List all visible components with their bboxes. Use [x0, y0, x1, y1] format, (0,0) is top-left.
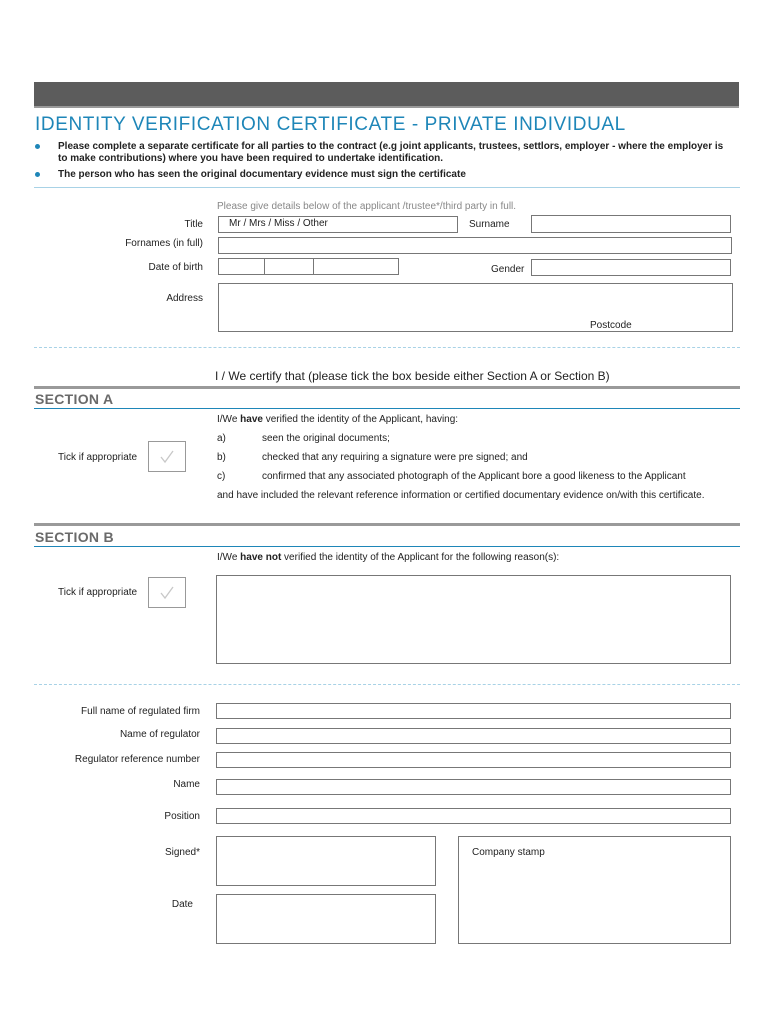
- header-bar: [34, 82, 739, 106]
- divider: [34, 187, 740, 188]
- section-a-heading: SECTION A: [35, 391, 114, 407]
- bullet-2-text: The person who has seen the original documentary evidence must sign the certificate: [58, 169, 466, 180]
- bullet-1-line-1: Please complete a separate certificate for all parties to the contract (e.g joint applicants, trustees, settlors, employer - where the employer is: [58, 141, 724, 152]
- bullet-dot-icon: [35, 172, 40, 177]
- bullet-dot-icon: [35, 144, 40, 149]
- section-b-intro: [217, 552, 559, 563]
- forenames-label: Fornames (in full): [125, 238, 203, 249]
- forenames-field[interactable]: [218, 237, 732, 254]
- section-a-intro-prefix: I/We: [217, 414, 241, 425]
- section-b-intro-bold: have not: [240, 552, 282, 563]
- dob-year-field[interactable]: [313, 258, 399, 275]
- postcode-label: Postcode: [590, 320, 632, 331]
- dob-day-field[interactable]: [218, 258, 265, 275]
- name-label: Name: [173, 779, 200, 790]
- name-field[interactable]: [216, 779, 731, 795]
- address-label: Address: [166, 293, 203, 304]
- certify-statement: I / We certify that (please tick the box beside either Section A or Section B): [215, 369, 610, 383]
- divider: [34, 347, 740, 348]
- section-a-item-text: seen the original documents;: [262, 433, 390, 444]
- company-stamp-label: Company stamp: [472, 847, 545, 858]
- address-field[interactable]: [218, 283, 733, 332]
- section-b-reasons-field[interactable]: [216, 575, 731, 664]
- section-a-intro: [217, 414, 458, 425]
- gender-field[interactable]: [531, 259, 731, 276]
- section-a-checkbox[interactable]: [148, 441, 186, 472]
- section-a-intro-suffix: verified the identity of the Applicant, having:: [262, 414, 459, 425]
- section-b-checkbox[interactable]: [148, 577, 186, 608]
- regulator-label: Name of regulator: [119, 729, 200, 740]
- firm-name-field[interactable]: [216, 703, 731, 719]
- section-a-item-letter: c): [217, 471, 226, 482]
- signed-label: Signed*: [164, 847, 200, 858]
- title-field[interactable]: Mr / Mrs / Miss / Other: [218, 216, 458, 233]
- title-label: Title: [184, 219, 203, 230]
- bullet-1: [35, 141, 735, 165]
- section-b-intro-suffix: verified the identity of the Applicant for the following reason(s):: [281, 552, 560, 563]
- section-a-closing: and have included the relevant reference information or certified documentary evidence on/with this certificate.: [217, 490, 705, 501]
- section-a-intro-bold: have: [240, 414, 263, 425]
- section-a-underline: [34, 408, 740, 409]
- position-label: Position: [164, 811, 200, 822]
- checkmark-icon: [158, 584, 176, 602]
- section-a-item-letter: a): [217, 433, 226, 444]
- reg-ref-label: Regulator reference number: [74, 754, 200, 765]
- date-field[interactable]: [216, 894, 436, 944]
- section-a-item-text: confirmed that any associated photograph of the Applicant bore a good likeness to the Applicant: [262, 471, 686, 482]
- date-label: Date: [171, 899, 193, 910]
- section-a-rule: [34, 386, 740, 389]
- section-b-rule: [34, 523, 740, 526]
- dob-month-field[interactable]: [264, 258, 314, 275]
- surname-label: Surname: [469, 219, 510, 230]
- signature-field[interactable]: [216, 836, 436, 886]
- section-a-item-letter: b): [217, 452, 226, 463]
- section-a-tick-label: Tick if appropriate: [58, 452, 138, 463]
- firm-name-label: Full name of regulated firm: [81, 706, 200, 717]
- dob-label: Date of birth: [148, 262, 203, 273]
- section-a-item-text: checked that any requiring a signature were pre signed; and: [262, 452, 528, 463]
- section-b-tick-label: Tick if appropriate: [58, 587, 138, 598]
- bullet-1-line-2: to make contributions) where you have been required to undertake identification.: [58, 153, 444, 164]
- section-b-intro-prefix: I/We: [217, 552, 241, 563]
- reg-ref-field[interactable]: [216, 752, 731, 768]
- section-b-heading: SECTION B: [35, 529, 114, 545]
- applicant-intro: Please give details below of the applicant /trustee*/third party in full.: [217, 201, 517, 212]
- position-field[interactable]: [216, 808, 731, 824]
- bullet-2: [35, 169, 735, 181]
- regulator-field[interactable]: [216, 728, 731, 744]
- checkmark-icon: [158, 448, 176, 466]
- header-rule: [34, 106, 739, 108]
- gender-label: Gender: [491, 264, 525, 275]
- section-b-underline: [34, 546, 740, 547]
- divider: [34, 684, 740, 685]
- surname-field[interactable]: [531, 215, 731, 233]
- page-title: IDENTITY VERIFICATION CERTIFICATE - PRIVATE INDIVIDUAL: [35, 114, 626, 135]
